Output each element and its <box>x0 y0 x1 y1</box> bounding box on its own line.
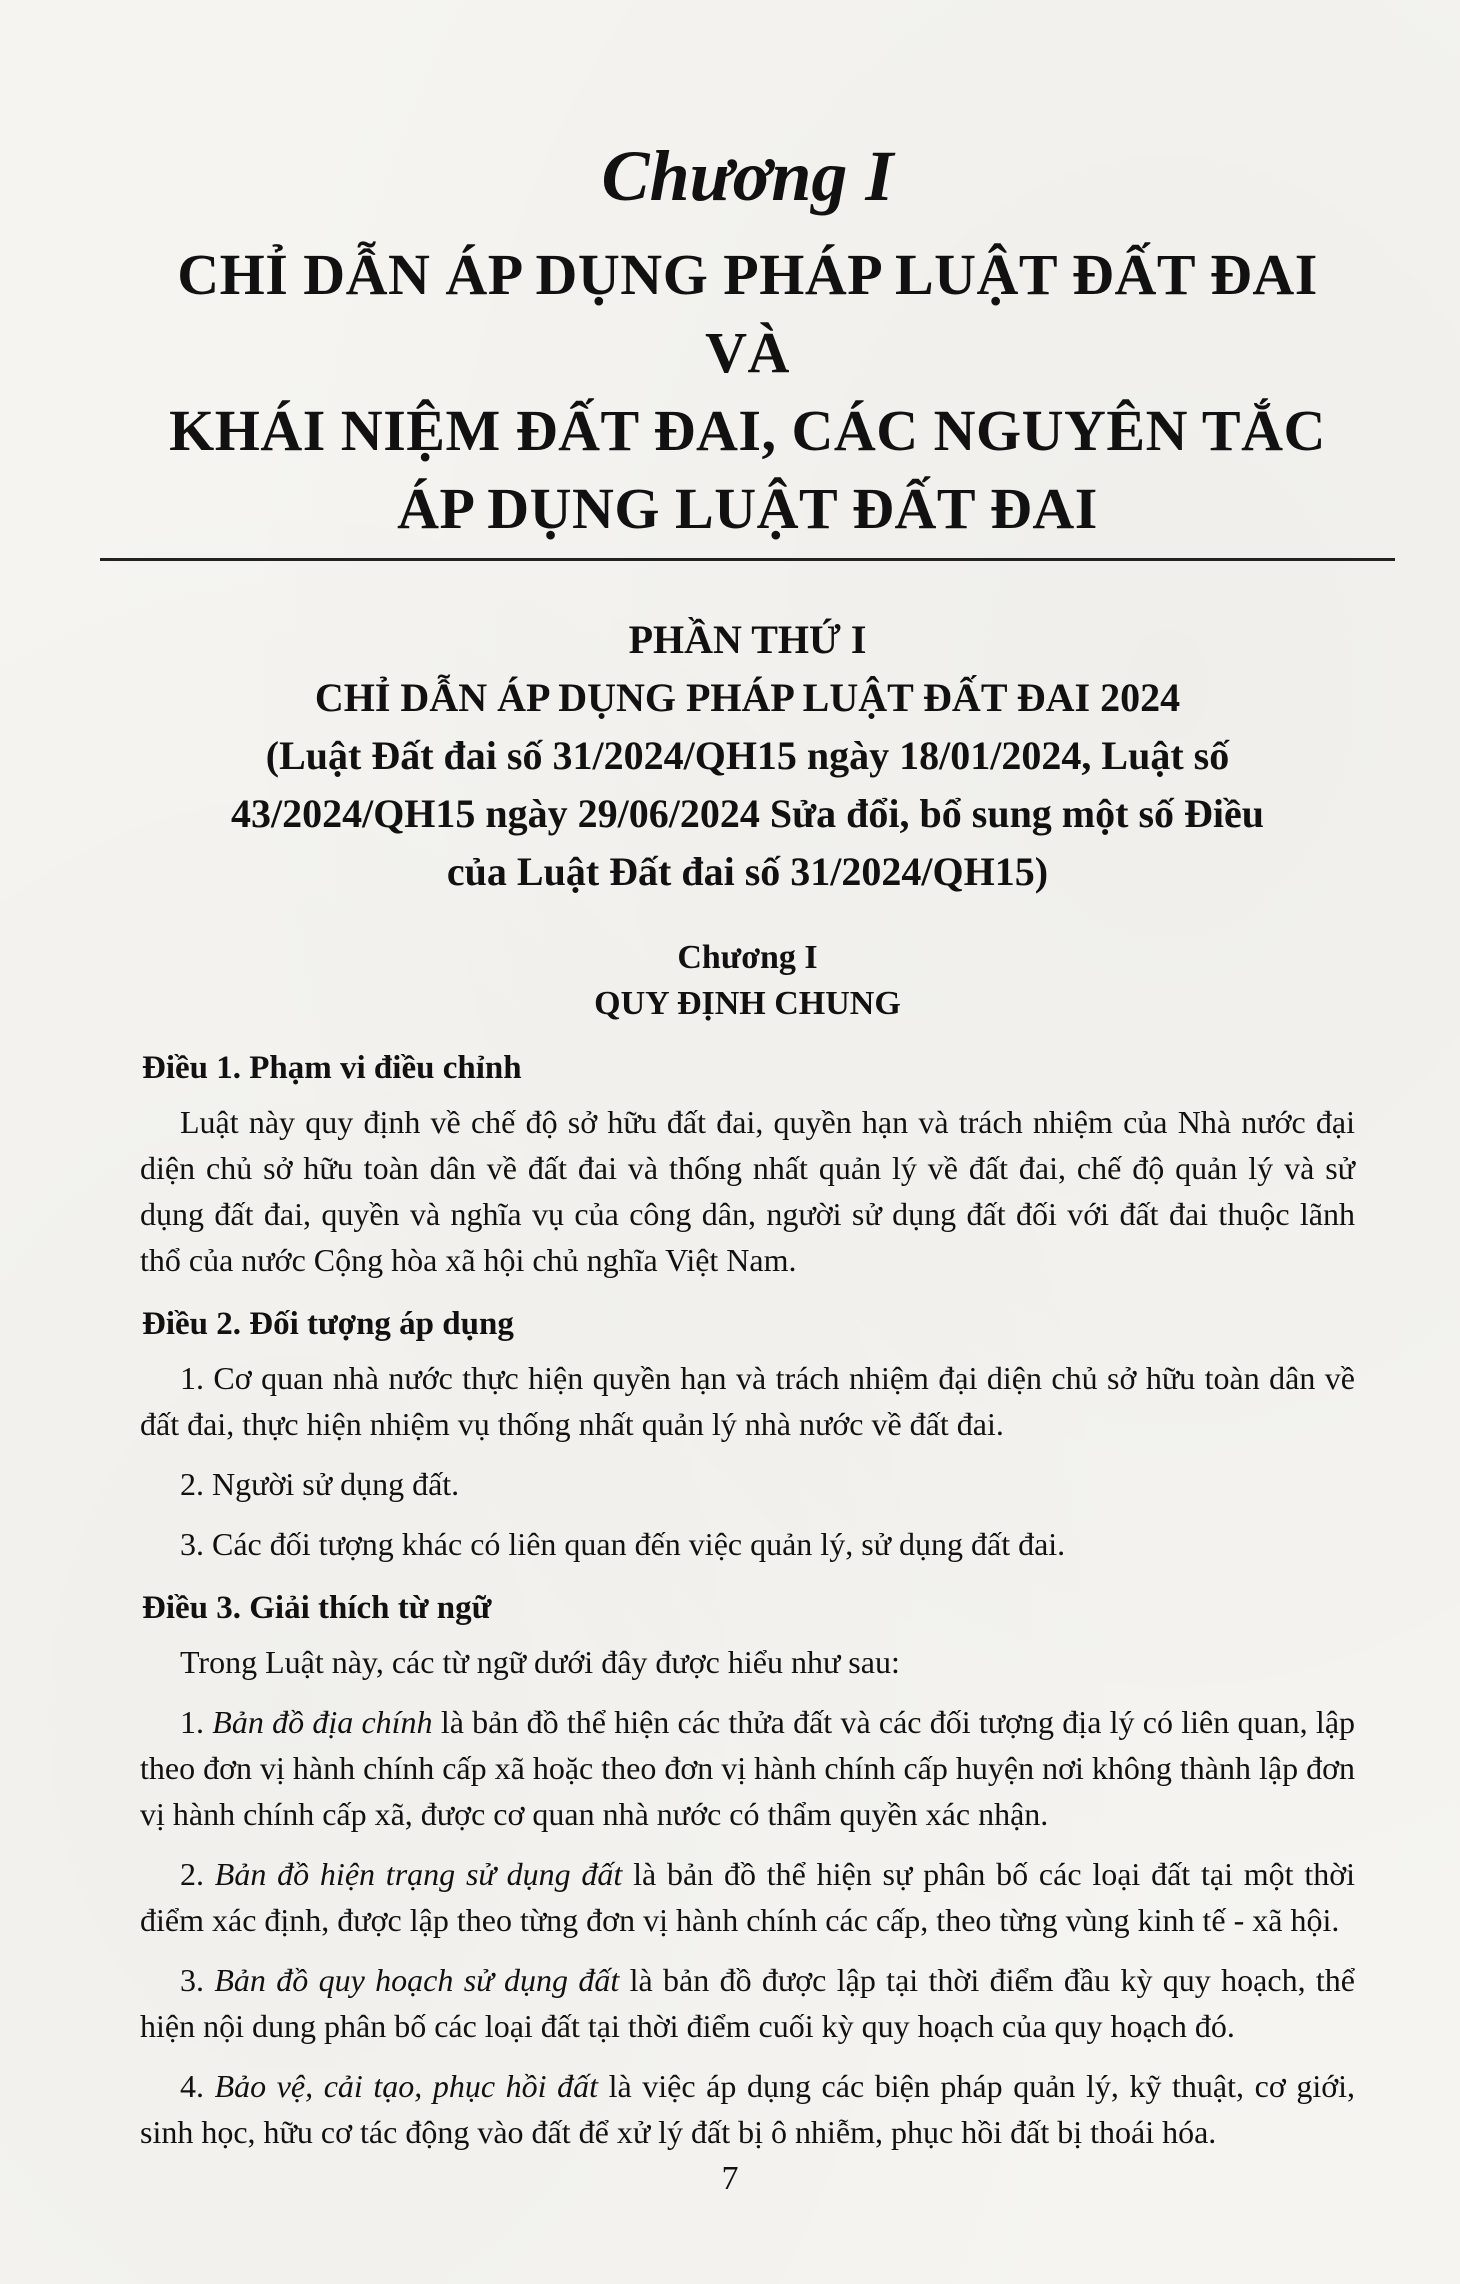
article-2-item: 2. Người sử dụng đất. <box>180 1466 460 1502</box>
term-name: Bản đồ địa chính <box>212 1704 433 1740</box>
sub-chapter-title: QUY ĐỊNH CHUNG <box>594 985 901 1022</box>
article-2-item: 1. Cơ quan nhà nước thực hiện quyền hạn và trách nhiệm đại diện chủ sở hữu toàn dân về đất đai, thực hiện nhiệm vụ thống nhất quản lý nhà nước về đất đai. <box>140 1360 1355 1442</box>
part-heading <box>140 611 1355 901</box>
article-1-heading: Điều 1. Phạm vi điều chỉnh <box>142 1050 522 1086</box>
article-3-term-1 <box>140 1699 1355 1837</box>
term-name: Bản đồ hiện trạng sử dụng đất <box>214 1856 623 1892</box>
term-name: Bảo vệ, cải tạo, phục hồi đất <box>214 2068 599 2104</box>
term-definition: là việc áp dụng các biện pháp quản lý, kỹ thuật, cơ giới, sinh học, hữu cơ tác động vào đất để xử lý đất bị ô nhiễm, phục hồi đất bị thoái hóa. <box>140 2068 1356 2150</box>
term-definition: là bản đồ thể hiện các thửa đất và các đối tượng địa lý có liên quan, lập theo đơn vị hành chính cấp xã hoặc theo đơn vị hành chính cấp huyện nơi không thành lập đơn vị hành chính cấp xã, được cơ quan nhà nước có thẩm quyền xác nhận. <box>140 1704 1356 1832</box>
article-1-text: Luật này quy định về chế độ sở hữu đất đai, quyền hạn và trách nhiệm của Nhà nước đại diện chủ sở hữu toàn dân về đất đai và thống nhất quản lý về đất đai, chế độ quản lý và sử dụng đất đai, quyền và nghĩa vụ của công dân, người sử dụng đất đối với đất đai thuộc lãnh thổ của nước Cộng hòa xã hội chủ nghĩa Việt Nam. <box>140 1104 1355 1278</box>
article-2-heading: Điều 2. Đối tượng áp dụng <box>142 1306 514 1342</box>
article-3-heading: Điều 3. Giải thích từ ngữ <box>142 1590 492 1626</box>
term-definition: là bản đồ được lập tại thời điểm đầu kỳ quy hoạch, thể hiện nội dung phân bố các loại đất tại thời điểm cuối kỳ quy hoạch của quy hoạch đó. <box>140 1962 1356 2044</box>
part-heading-line: (Luật Đất đai số 31/2024/QH15 ngày 18/01/2024, Luật số <box>265 733 1230 778</box>
chapter-divider <box>100 558 1395 561</box>
term-number: 3. <box>180 1962 215 1998</box>
part-heading-line: PHẦN THỨ I <box>628 617 867 662</box>
sub-chapter-label: Chương I <box>677 939 818 976</box>
article-3-intro: Trong Luật này, các từ ngữ dưới đây được hiểu như sau: <box>180 1644 900 1680</box>
chapter-title-line: CHỈ DẪN ÁP DỤNG PHÁP LUẬT ĐẤT ĐAI VÀ <box>177 242 1318 385</box>
chapter-label: Chương I <box>601 136 894 216</box>
chapter-title-line: KHÁI NIỆM ĐẤT ĐAI, CÁC NGUYÊN TẮC <box>169 398 1326 463</box>
article-3-term-2 <box>140 1851 1355 1943</box>
page-number: 7 <box>721 2160 739 2197</box>
part-heading-line: CHỈ DẪN ÁP DỤNG PHÁP LUẬT ĐẤT ĐAI 2024 <box>314 675 1181 720</box>
chapter-title-line: ÁP DỤNG LUẬT ĐẤT ĐAI <box>397 476 1098 541</box>
chapter-title <box>140 236 1355 548</box>
term-number: 4. <box>180 2068 215 2104</box>
part-heading-line: 43/2024/QH15 ngày 29/06/2024 Sửa đổi, bổ sung một số Điều <box>230 791 1265 836</box>
term-name: Bản đồ quy hoạch sử dụng đất <box>214 1962 620 1998</box>
article-3-term-3 <box>140 1957 1355 2049</box>
term-definition: là bản đồ thể hiện sự phân bố các loại đất tại một thời điểm xác định, được lập theo từng đơn vị hành chính các cấp, theo từng vùng kinh tế - xã hội. <box>140 1856 1356 1938</box>
article-2-item: 3. Các đối tượng khác có liên quan đến việc quản lý, sử dụng đất đai. <box>180 1526 1066 1562</box>
article-3-term-4 <box>140 2063 1355 2155</box>
term-number: 2. <box>180 1856 215 1892</box>
sub-chapter-heading <box>140 935 1355 1027</box>
part-heading-line: của Luật Đất đai số 31/2024/QH15) <box>446 849 1049 894</box>
term-number: 1. <box>180 1704 213 1740</box>
